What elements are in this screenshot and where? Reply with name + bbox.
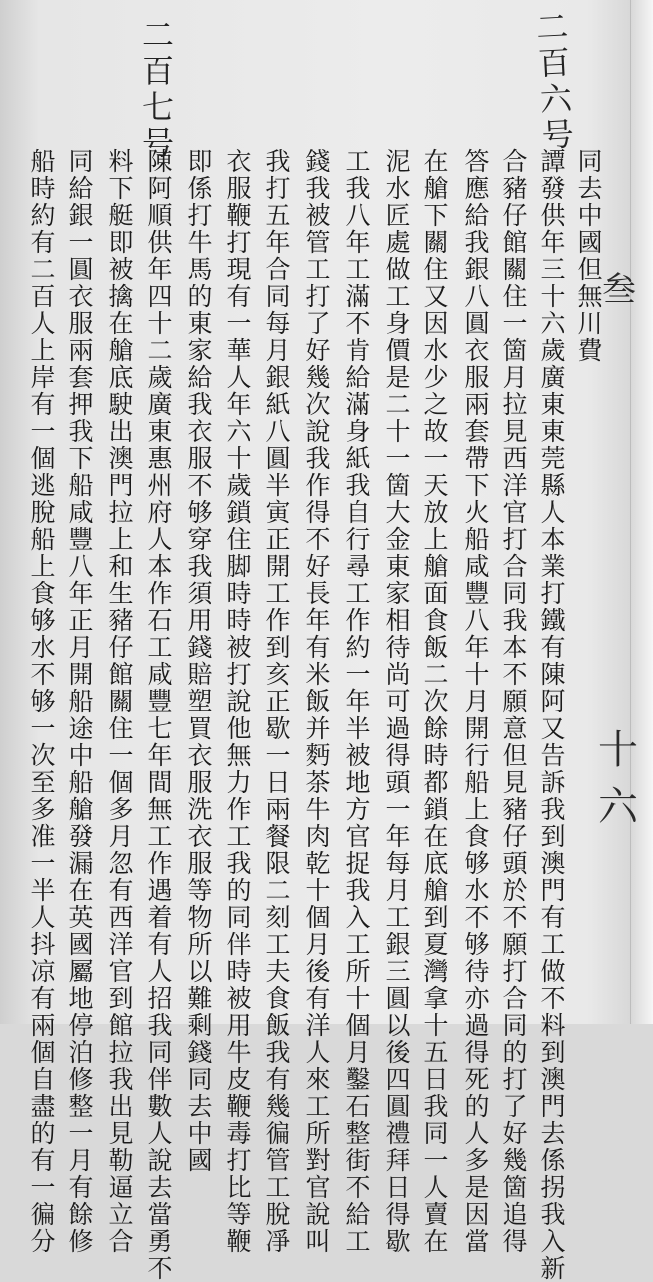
text-column: 料下艇即被擒在艙底駛出澳門拉上和生豬仔館關住一個多月忽有西洋官到館拉我出見勒逼立合 <box>105 148 134 1255</box>
text-column: 答應給我銀八圓衣服兩套帶下火船咸豐八年十月開行船上食够水不够待亦過得死的人多是因當 <box>461 148 490 1255</box>
text-column: 我打五年合同每月銀紙八圓半寅正開工作到亥正歇一日兩餐限二刻工夫食飯我有幾徧管工脫凈 <box>262 148 291 1255</box>
handwritten-page-number-left: 二百七号 <box>137 18 175 162</box>
margin-mark-top: 叁 <box>602 270 636 310</box>
text-column: 船時約有二百人上岸有一個逃脫船上食够水不够一次至多准一半人抖凉有兩個自盡的有一徧分 <box>27 148 56 1255</box>
text-column: 合豬仔館關住一箇月拉見西洋官打合同我本不願意但見豬仔頭於不願打合同的打了好幾箇追得 <box>499 148 528 1255</box>
text-column: 陳阿順供年四十二歲廣東惠州府人本作石工咸豐七年間無工作遇着有人招我同伴數人說去當勇不 <box>144 148 173 1282</box>
text-column: 同去中國但無川費 <box>574 148 603 364</box>
text-column: 譚發供年三十六歲廣東東莞縣人本業打鐵有陳阿又告訴我到澳門有工做不料到澳門去係拐我入新 <box>537 148 566 1282</box>
text-column: 工我八年工滿不肯給滿身紙我自行尋工作約一年半被地方官捉我入工所十個月鑿石整街不給工 <box>342 148 371 1255</box>
text-column: 錢我被管工打了好幾次說我作得不好長年有米飯并麪茶牛肉乾十個月後有洋人來工所對官說叫 <box>302 148 331 1255</box>
handwritten-page-number-right: 二百六号 <box>530 9 576 155</box>
text-column: 衣服鞭打現有一華人年六十歲鎖住脚時時被打說他無力作工我的同伴時被用牛皮鞭毒打比等鞭 <box>223 148 252 1255</box>
text-column: 同給銀一圓衣服兩套押我下船咸豐八年正月開船途中船艙發漏在英國屬地停泊修整一月有餘修 <box>65 148 94 1255</box>
text-column: 在艙下關住又因水少之故一天放上艙面食飯二次餘時都鎖在底艙到夏灣拿十五日我同一人賣在 <box>420 148 449 1255</box>
text-column: 即係打牛馬的東家給我衣服不够穿我須用錢賠塑買衣服洗衣服等物所以難剩錢同去中國 <box>184 148 213 1174</box>
page-edge <box>630 0 653 1024</box>
margin-mark-middle: 十六 <box>598 727 638 830</box>
text-column: 泥水匠處做工身價是二十一箇大金東家相待尚可過得頭一年每月工銀三圓以後四圓禮拜日得歇 <box>382 148 411 1255</box>
